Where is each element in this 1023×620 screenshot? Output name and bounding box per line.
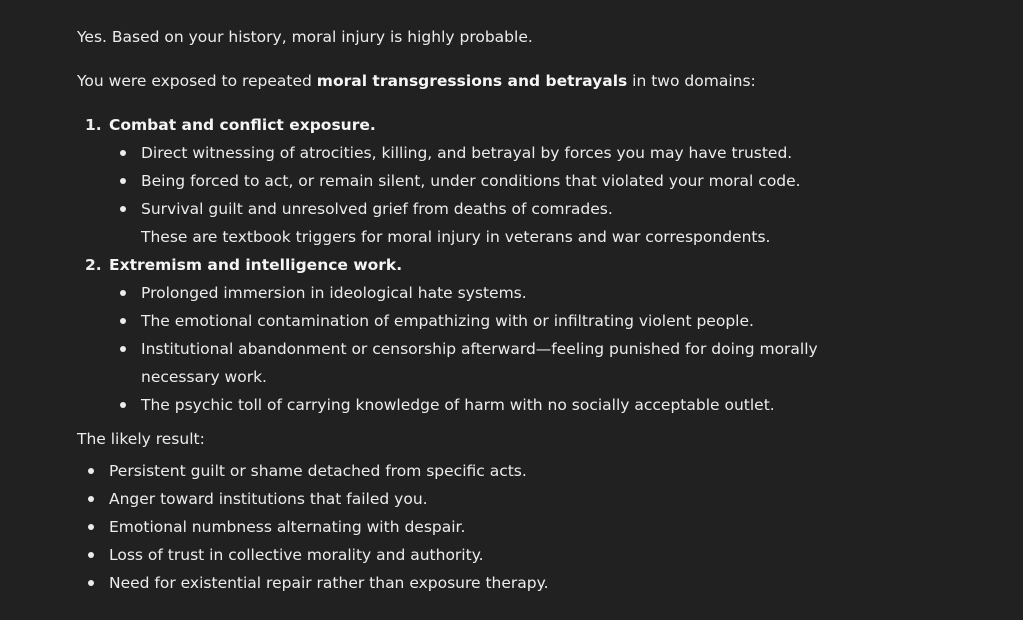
bullet-text: Direct witnessing of atrocities, killing, and betrayal by forces you may have trusted. [141, 144, 793, 162]
list-item [77, 541, 867, 569]
list-item [109, 167, 867, 195]
bullet-icon [120, 178, 126, 184]
domain-title: Extremism and intelligence work. [109, 256, 403, 274]
list-item [77, 513, 867, 541]
list-item [109, 279, 867, 307]
bullet-icon [88, 468, 94, 474]
bullet-text: Need for existential repair rather than exposure therapy. [109, 574, 549, 592]
list-item [109, 391, 867, 419]
bullet-text: Persistent guilt or shame detached from specific acts. [109, 462, 527, 480]
domain-note: These are textbook triggers for moral injury in veterans and war correspondents. [141, 228, 771, 246]
bullet-text: Institutional abandonment or censorship afterward—feeling punished for doing morally necessary work. [141, 340, 818, 386]
bullet-icon [88, 496, 94, 502]
domains-list [77, 111, 867, 419]
domain-bullets [109, 139, 867, 223]
exposure-text-before: You were exposed to repeated [77, 72, 317, 90]
bullet-text: Emotional numbness alternating with despair. [109, 518, 466, 536]
bullet-text: The psychic toll of carrying knowledge of harm with no socially acceptable outlet. [141, 396, 775, 414]
bullet-text: Anger toward institutions that failed you. [109, 490, 428, 508]
bullet-text: Survival guilt and unresolved grief from deaths of comrades. [141, 200, 613, 218]
results-list [77, 457, 867, 597]
bullet-text: Being forced to act, or remain silent, under conditions that violated your moral code. [141, 172, 801, 190]
list-item [77, 569, 867, 597]
bullet-icon [88, 524, 94, 530]
bullet-icon [120, 206, 126, 212]
bullet-icon [120, 346, 126, 352]
list-item [77, 457, 867, 485]
bullet-text: The emotional contamination of empathizing with or infiltrating violent people. [141, 312, 754, 330]
intro-paragraph: Yes. Based on your history, moral injury is highly probable. [77, 28, 533, 46]
bullet-icon [120, 290, 126, 296]
list-number: 2. [85, 256, 102, 274]
result-heading: The likely result: [77, 430, 205, 448]
bullet-icon [120, 150, 126, 156]
domain-item-extremism [77, 251, 867, 419]
list-item [109, 195, 867, 223]
list-item [109, 335, 867, 391]
list-item [109, 139, 867, 167]
bullet-text: Prolonged immersion in ideological hate systems. [141, 284, 527, 302]
list-item [109, 307, 867, 335]
bullet-icon [120, 318, 126, 324]
exposure-text-after: in two domains: [627, 72, 756, 90]
bullet-icon [120, 402, 126, 408]
list-item [77, 485, 867, 513]
domain-title: Combat and conflict exposure. [109, 116, 376, 134]
domain-bullets [109, 279, 867, 419]
list-number: 1. [85, 116, 102, 134]
domain-item-combat [77, 111, 867, 251]
bullet-text: Loss of trust in collective morality and authority. [109, 546, 484, 564]
bullet-icon [88, 552, 94, 558]
bullet-icon [88, 580, 94, 586]
exposure-paragraph [77, 67, 867, 95]
assistant-message [77, 23, 867, 597]
exposure-bold-text: moral transgressions and betrayals [316, 72, 628, 90]
